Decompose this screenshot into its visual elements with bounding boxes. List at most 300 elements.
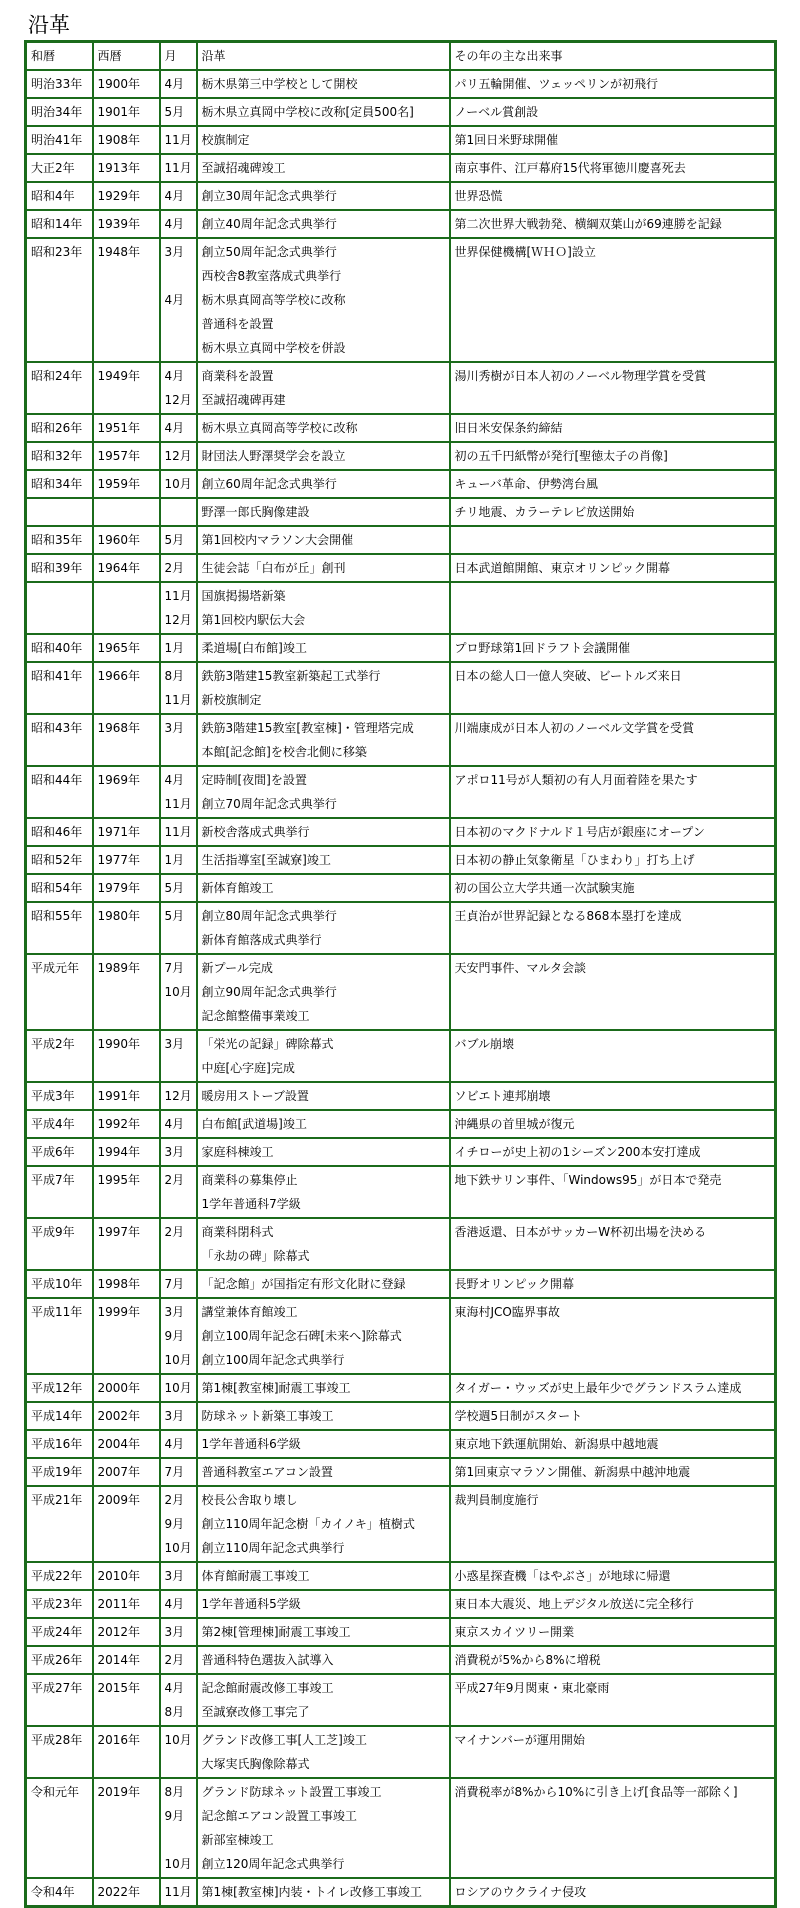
wareki-cell: 昭和43年: [26, 714, 93, 766]
month-text: 5月: [164, 909, 185, 923]
month-cell: [160, 1430, 197, 1458]
month-text: 10月: [164, 985, 192, 999]
table-row: [26, 1270, 776, 1298]
month-cell: [160, 98, 197, 126]
month-text: [165, 500, 196, 524]
history-cell: [197, 1646, 450, 1674]
history-text: 生徒会誌「白布が丘」創刊: [201, 561, 346, 575]
month-text: [165, 1244, 196, 1268]
month-text: [165, 740, 196, 764]
month-cell: [160, 70, 197, 98]
event-cell: 日本武道館開館、東京オリンピック開幕: [450, 554, 776, 582]
wareki-cell: 昭和4年: [26, 182, 93, 210]
history-cell: [197, 1138, 450, 1166]
table-row: [26, 1726, 776, 1778]
history-cell: [197, 1618, 450, 1646]
event-cell: 長野オリンピック開幕: [450, 1270, 776, 1298]
history-text: 創立50周年記念式典挙行: [201, 245, 337, 259]
table-row: [26, 442, 776, 470]
event-cell: ソビエト連邦崩壊: [450, 1082, 776, 1110]
history-cell: [197, 1674, 450, 1726]
month-text: 4月: [164, 369, 185, 383]
event-cell: ロシアのウクライナ侵攻: [450, 1878, 776, 1907]
wareki-cell: 平成23年: [26, 1590, 93, 1618]
table-row: [26, 1778, 776, 1878]
history-text: 新部室棟竣工: [201, 1833, 274, 1847]
seireki-cell: 1900年: [93, 70, 160, 98]
history-cell: [197, 874, 450, 902]
history-cell: [197, 442, 450, 470]
history-text: 大塚実氏胸像除幕式: [201, 1757, 310, 1771]
month-cell: [160, 238, 197, 362]
history-cell: [197, 1218, 450, 1270]
seireki-cell: 1957年: [93, 442, 160, 470]
seireki-cell: 1939年: [93, 210, 160, 238]
wareki-cell: 平成2年: [26, 1030, 93, 1082]
table-row: [26, 1618, 776, 1646]
table-row: [26, 714, 776, 766]
event-cell: タイガー・ウッズが史上最年少でグランドスラム達成: [450, 1374, 776, 1402]
history-cell: [197, 1458, 450, 1486]
month-cell: [160, 414, 197, 442]
history-cell: [197, 154, 450, 182]
history-text: 新校舎落成式典挙行: [201, 825, 310, 839]
history-text: 記念館エアコン設置工事竣工: [201, 1809, 357, 1823]
table-row: [26, 582, 776, 634]
month-cell: [160, 470, 197, 498]
wareki-cell: 昭和44年: [26, 766, 93, 818]
history-text: 創立70周年記念式典挙行: [201, 797, 337, 811]
month-text: 5月: [164, 105, 185, 119]
month-cell: [160, 182, 197, 210]
month-text: 2月: [164, 1225, 185, 1239]
seireki-cell: 1994年: [93, 1138, 160, 1166]
seireki-cell: 2000年: [93, 1374, 160, 1402]
history-cell: [197, 126, 450, 154]
table-row: [26, 1402, 776, 1430]
month-text: 12月: [164, 393, 192, 407]
wareki-cell: 令和元年: [26, 1778, 93, 1878]
history-text: 栃木県真岡高等学校に改称: [201, 293, 346, 307]
event-cell: 東海村JCO臨界事故: [450, 1298, 776, 1374]
wareki-cell: 昭和32年: [26, 442, 93, 470]
wareki-cell: 平成24年: [26, 1618, 93, 1646]
history-text: 栃木県立真岡高等学校に改称: [201, 421, 358, 435]
event-cell: [450, 526, 776, 554]
history-cell: [197, 1110, 450, 1138]
event-cell: 日本初のマクドナルド１号店が銀座にオープン: [450, 818, 776, 846]
month-text: 10月: [164, 1857, 192, 1871]
event-cell: 天安門事件、マルタ会談: [450, 954, 776, 1030]
history-text: 白布館[武道場]竣工: [201, 1117, 307, 1131]
wareki-cell: 平成4年: [26, 1110, 93, 1138]
month-text: 8月: [164, 669, 185, 683]
history-cell: [197, 98, 450, 126]
wareki-cell: 昭和34年: [26, 470, 93, 498]
seireki-cell: 1989年: [93, 954, 160, 1030]
wareki-cell: 平成22年: [26, 1562, 93, 1590]
month-text: 3月: [164, 1037, 185, 1051]
table-row: [26, 1110, 776, 1138]
history-text: 至誠寮改修工事完了: [201, 1705, 310, 1719]
seireki-cell: 1969年: [93, 766, 160, 818]
month-text: 2月: [164, 1173, 185, 1187]
history-text: 生活指導室[至誠寮]竣工: [201, 853, 331, 867]
history-cell: [197, 238, 450, 362]
history-cell: [197, 766, 450, 818]
history-text: 財団法人野澤奨学会を設立: [201, 449, 346, 463]
month-text: 8月: [164, 1705, 185, 1719]
wareki-cell: 平成16年: [26, 1430, 93, 1458]
wareki-cell: 昭和24年: [26, 362, 93, 414]
history-text: 新校旗制定: [201, 693, 262, 707]
event-cell: 第二次世界大戦勃発、横綱双葉山が69連勝を記録: [450, 210, 776, 238]
wareki-cell: 大正2年: [26, 154, 93, 182]
seireki-cell: 1948年: [93, 238, 160, 362]
event-cell: 旧日米安保条約締結: [450, 414, 776, 442]
seireki-cell: 1960年: [93, 526, 160, 554]
event-cell: 東京スカイツリー開業: [450, 1618, 776, 1646]
month-text: 4月: [164, 421, 185, 435]
seireki-cell: 2014年: [93, 1646, 160, 1674]
month-cell: [160, 1590, 197, 1618]
month-cell: [160, 210, 197, 238]
event-cell: 沖縄県の首里城が復元: [450, 1110, 776, 1138]
history-cell: [197, 634, 450, 662]
event-cell: 小惑星探査機「はやぶさ」が地球に帰還: [450, 1562, 776, 1590]
event-cell: 川端康成が日本人初のノーベル文学賞を受賞: [450, 714, 776, 766]
event-cell: 初の五千円紙幣が発行[聖徳太子の肖像]: [450, 442, 776, 470]
month-cell: [160, 1402, 197, 1430]
month-cell: [160, 1270, 197, 1298]
month-text: 3月: [164, 1305, 185, 1319]
history-cell: [197, 470, 450, 498]
month-cell: [160, 1110, 197, 1138]
month-text: [165, 1004, 196, 1028]
history-text: 創立40周年記念式典挙行: [201, 217, 337, 231]
wareki-cell: 平成6年: [26, 1138, 93, 1166]
event-cell: 南京事件、江戸幕府15代将軍徳川慶喜死去: [450, 154, 776, 182]
history-cell: [197, 662, 450, 714]
history-text: 至誠招魂碑再建: [201, 393, 286, 407]
table-row: [26, 1878, 776, 1907]
history-cell: [197, 1562, 450, 1590]
history-cell: [197, 954, 450, 1030]
seireki-cell: 2012年: [93, 1618, 160, 1646]
table-row: [26, 846, 776, 874]
table-row: [26, 954, 776, 1030]
table-row: [26, 70, 776, 98]
history-text: 校旗制定: [201, 133, 250, 147]
history-text: 商業科を設置: [201, 369, 274, 383]
month-text: 4月: [164, 77, 185, 91]
table-row: [26, 182, 776, 210]
history-text: 創立110周年記念樹「カイノキ」植樹式: [201, 1517, 415, 1531]
table-row: [26, 1374, 776, 1402]
history-text: 栃木県立真岡中学校を併設: [201, 341, 346, 355]
header-seireki: 西暦: [93, 42, 160, 71]
history-cell: [197, 846, 450, 874]
event-cell: チリ地震、カラーテレビ放送開始: [450, 498, 776, 526]
table-row: [26, 1298, 776, 1374]
wareki-cell: 平成14年: [26, 1402, 93, 1430]
month-text: [165, 1192, 196, 1216]
wareki-cell: 昭和35年: [26, 526, 93, 554]
month-cell: [160, 442, 197, 470]
history-text: 商業科の募集停止: [201, 1173, 298, 1187]
event-cell: 消費税が5%から8%に増税: [450, 1646, 776, 1674]
history-cell: [197, 1590, 450, 1618]
seireki-cell: 1951年: [93, 414, 160, 442]
month-cell: [160, 954, 197, 1030]
history-text: 栃木県立真岡中学校に改称[定員500名]: [201, 105, 414, 119]
seireki-cell: 2019年: [93, 1778, 160, 1878]
month-text: 4月: [164, 293, 185, 307]
history-text: 国旗掲揚塔新築: [201, 589, 286, 603]
history-text: 本館[記念館]を校舎北側に移築: [201, 745, 367, 759]
wareki-cell: 昭和14年: [26, 210, 93, 238]
month-cell: [160, 1374, 197, 1402]
history-text: 「永劫の碑」除幕式: [201, 1249, 310, 1263]
event-cell: 日本の総人口一億人突破、ビートルズ来日: [450, 662, 776, 714]
event-cell: 東京地下鉄運航開始、新潟県中越地震: [450, 1430, 776, 1458]
history-text: 「栄光の記録」碑除幕式: [201, 1037, 334, 1051]
month-cell: [160, 1082, 197, 1110]
month-cell: [160, 362, 197, 414]
seireki-cell: 2004年: [93, 1430, 160, 1458]
header-wareki: 和暦: [26, 42, 93, 71]
event-cell: 湯川秀樹が日本人初のノーベル物理学賞を受賞: [450, 362, 776, 414]
seireki-cell: 1977年: [93, 846, 160, 874]
history-text: 普通科教室エアコン設置: [201, 1465, 333, 1479]
history-cell: [197, 526, 450, 554]
seireki-cell: 1966年: [93, 662, 160, 714]
month-text: 4月: [164, 217, 185, 231]
history-cell: [197, 902, 450, 954]
wareki-cell: 平成3年: [26, 1082, 93, 1110]
seireki-cell: 1968年: [93, 714, 160, 766]
history-text: 第2棟[管理棟]耐震工事竣工: [201, 1625, 351, 1639]
month-text: 2月: [164, 561, 185, 575]
table-row: [26, 902, 776, 954]
seireki-cell: 1964年: [93, 554, 160, 582]
seireki-cell: 1971年: [93, 818, 160, 846]
month-text: 11月: [164, 825, 192, 839]
seireki-cell: 1959年: [93, 470, 160, 498]
history-cell: [197, 70, 450, 98]
history-cell: [197, 1082, 450, 1110]
table-row: [26, 1082, 776, 1110]
table-row: [26, 1590, 776, 1618]
wareki-cell: 昭和40年: [26, 634, 93, 662]
history-cell: [197, 1726, 450, 1778]
month-cell: [160, 1618, 197, 1646]
seireki-cell: 1997年: [93, 1218, 160, 1270]
wareki-cell: 昭和46年: [26, 818, 93, 846]
history-text: 商業科閉科式: [201, 1225, 274, 1239]
table-row: [26, 1218, 776, 1270]
history-text: 創立120周年記念式典挙行: [201, 1857, 345, 1871]
month-cell: [160, 818, 197, 846]
header-events: その年の主な出来事: [450, 42, 776, 71]
event-cell: 世界恐慌: [450, 182, 776, 210]
month-text: 1月: [164, 641, 185, 655]
month-cell: [160, 1166, 197, 1218]
event-cell: 日本初の静止気象衛星「ひまわり」打ち上げ: [450, 846, 776, 874]
table-row: [26, 362, 776, 414]
wareki-cell: 昭和54年: [26, 874, 93, 902]
history-text: 創立60周年記念式典挙行: [201, 477, 337, 491]
history-text: 「記念館」が国指定有形文化財に登録: [201, 1277, 406, 1291]
history-text: 1学年普通科7学級: [201, 1197, 301, 1211]
history-cell: [197, 554, 450, 582]
history-text: 新体育館竣工: [201, 881, 274, 895]
table-row: [26, 1486, 776, 1562]
month-text: 3月: [164, 1145, 185, 1159]
header-history: 沿革: [197, 42, 450, 71]
event-cell: 第1回東京マラソン開催、新潟県中越沖地震: [450, 1458, 776, 1486]
month-text: 4月: [164, 1117, 185, 1131]
history-text: 西校舎8教室落成式典挙行: [201, 269, 342, 283]
month-text: 5月: [164, 533, 185, 547]
wareki-cell: 令和4年: [26, 1878, 93, 1907]
history-cell: [197, 498, 450, 526]
month-text: 2月: [164, 1493, 185, 1507]
history-text: 防球ネット新築工事竣工: [201, 1409, 334, 1423]
month-text: 4月: [164, 1597, 185, 1611]
table-row: [26, 498, 776, 526]
wareki-cell: 平成11年: [26, 1298, 93, 1374]
history-text: 記念館耐震改修工事竣工: [201, 1681, 334, 1695]
table-row: [26, 1646, 776, 1674]
wareki-cell: 平成21年: [26, 1486, 93, 1562]
month-cell: [160, 766, 197, 818]
seireki-cell: 1992年: [93, 1110, 160, 1138]
event-cell: 第1回日米野球開催: [450, 126, 776, 154]
wareki-cell: 昭和39年: [26, 554, 93, 582]
month-cell: [160, 1298, 197, 1374]
table-row: [26, 1430, 776, 1458]
history-text: 記念館整備事業竣工: [201, 1009, 310, 1023]
history-cell: [197, 1374, 450, 1402]
table-row: [26, 554, 776, 582]
history-text: 創立100周年記念石碑[未来へ]除幕式: [201, 1329, 402, 1343]
wareki-cell: 平成9年: [26, 1218, 93, 1270]
history-text: 創立100周年記念式典挙行: [201, 1353, 345, 1367]
history-cell: [197, 818, 450, 846]
event-cell: 学校週5日制がスタート: [450, 1402, 776, 1430]
event-cell: 香港返還、日本がサッカーW杯初出場を決める: [450, 1218, 776, 1270]
seireki-cell: 1991年: [93, 1082, 160, 1110]
seireki-cell: 1998年: [93, 1270, 160, 1298]
month-cell: [160, 1562, 197, 1590]
table-row: [26, 874, 776, 902]
event-cell: 裁判員制度施行: [450, 1486, 776, 1562]
table-row: [26, 154, 776, 182]
history-text: 第1回校内駅伝大会: [201, 613, 306, 627]
event-cell: 平成27年9月関東・東北豪雨: [450, 1674, 776, 1726]
month-text: 9月: [164, 1809, 185, 1823]
history-text: 家庭科棟竣工: [201, 1145, 274, 1159]
wareki-cell: 明治41年: [26, 126, 93, 154]
month-text: 12月: [164, 1089, 192, 1103]
month-text: 7月: [164, 1277, 185, 1291]
history-text: 創立110周年記念式典挙行: [201, 1541, 345, 1555]
month-cell: [160, 1726, 197, 1778]
history-cell: [197, 1402, 450, 1430]
month-text: 10月: [164, 1353, 192, 1367]
month-text: 4月: [164, 1681, 185, 1695]
history-text: 中庭[心字庭]完成: [201, 1061, 295, 1075]
table-row: [26, 1138, 776, 1166]
history-text: 第1棟[教室棟]内装・トイレ改修工事竣工: [201, 1885, 422, 1899]
month-text: 11月: [164, 693, 192, 707]
month-cell: [160, 634, 197, 662]
history-text: 普通科を設置: [201, 317, 274, 331]
month-text: 10月: [164, 477, 192, 491]
event-cell: 地下鉄サリン事件、「Windows95」が日本で発売: [450, 1166, 776, 1218]
header-row: [26, 42, 776, 71]
month-text: 11月: [164, 133, 192, 147]
history-text: 講堂兼体育館竣工: [201, 1305, 298, 1319]
seireki-cell: 2011年: [93, 1590, 160, 1618]
month-text: [165, 1056, 196, 1080]
month-cell: [160, 662, 197, 714]
month-cell: [160, 1030, 197, 1082]
wareki-cell: 明治34年: [26, 98, 93, 126]
history-text: 普通科特色選抜入試導入: [201, 1653, 334, 1667]
month-text: 3月: [164, 721, 185, 735]
seireki-cell: 2022年: [93, 1878, 160, 1907]
history-cell: [197, 1166, 450, 1218]
table-row: [26, 1030, 776, 1082]
history-cell: [197, 1270, 450, 1298]
event-cell: キューバ革命、伊勢湾台風: [450, 470, 776, 498]
month-cell: [160, 1878, 197, 1907]
month-text: 9月: [164, 1517, 185, 1531]
wareki-cell: 昭和23年: [26, 238, 93, 362]
month-cell: [160, 126, 197, 154]
month-text: 10月: [164, 1381, 192, 1395]
wareki-cell: 平成元年: [26, 954, 93, 1030]
seireki-cell: 2015年: [93, 1674, 160, 1726]
month-text: 3月: [164, 1625, 185, 1639]
wareki-cell: 平成19年: [26, 1458, 93, 1486]
month-text: 4月: [164, 773, 185, 787]
wareki-cell: 明治33年: [26, 70, 93, 98]
history-text: 創立90周年記念式典挙行: [201, 985, 337, 999]
table-row: [26, 470, 776, 498]
month-text: 3月: [164, 1569, 185, 1583]
table-row: [26, 1458, 776, 1486]
table-row: [26, 526, 776, 554]
history-text: 創立30周年記念式典挙行: [201, 189, 337, 203]
history-text: 野澤一郎氏胸像建設: [201, 505, 310, 519]
table-row: [26, 414, 776, 442]
seireki-cell: [93, 498, 160, 526]
month-cell: [160, 846, 197, 874]
month-text: 1月: [164, 853, 185, 867]
month-text: 4月: [164, 1437, 185, 1451]
history-cell: [197, 414, 450, 442]
history-text: 鉄筋3階建15教室[教室棟]・管理塔完成: [201, 721, 414, 735]
table-row: [26, 634, 776, 662]
month-cell: [160, 498, 197, 526]
month-cell: [160, 1778, 197, 1878]
month-cell: [160, 1674, 197, 1726]
seireki-cell: 1908年: [93, 126, 160, 154]
wareki-cell: [26, 498, 93, 526]
